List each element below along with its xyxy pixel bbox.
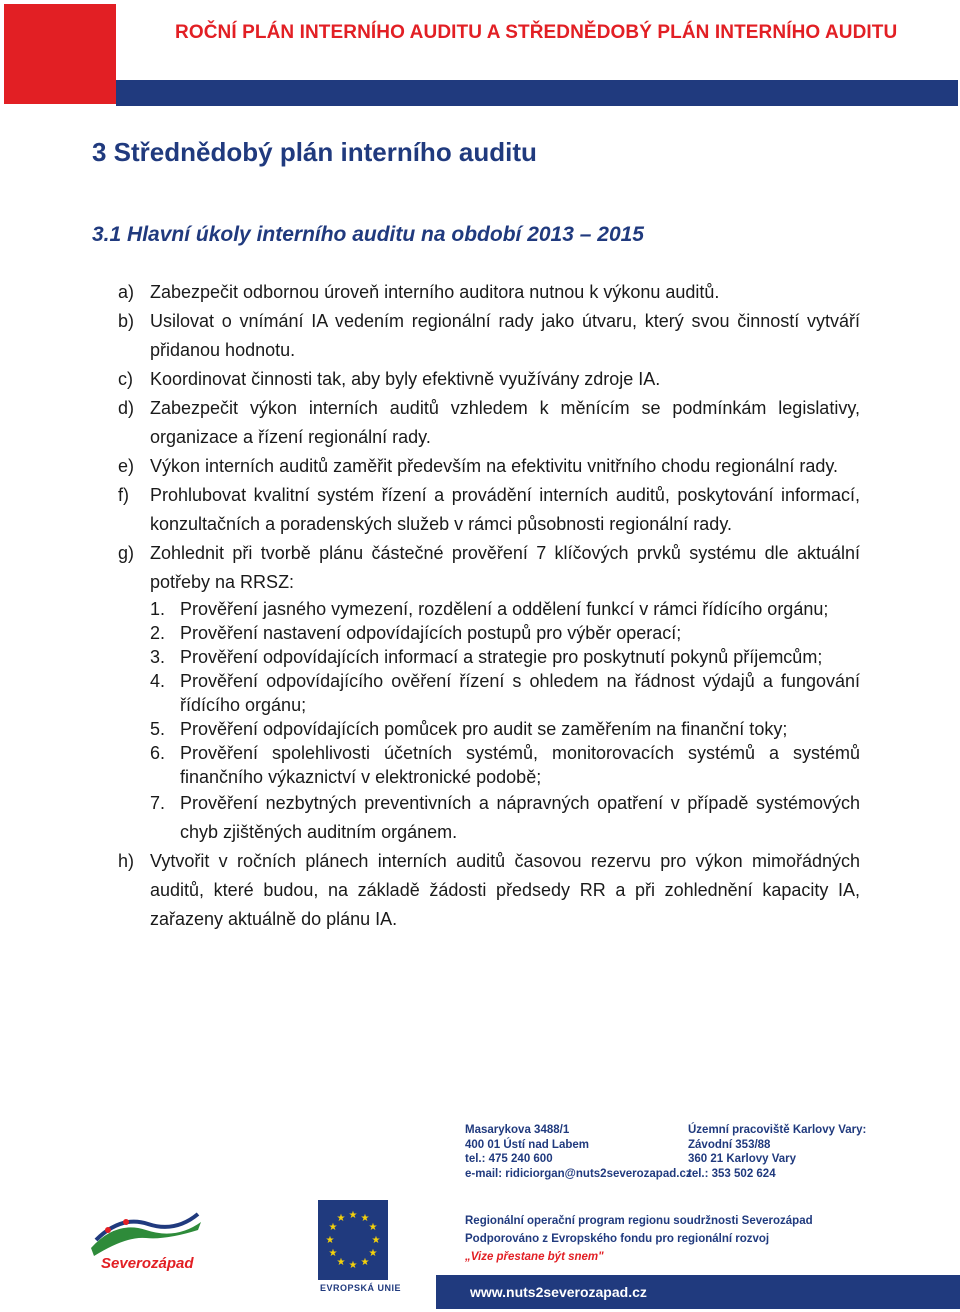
sublist-item [150, 645, 860, 669]
sublist-item [150, 789, 860, 847]
sublist-item-label: 2. [150, 623, 166, 643]
address-line: 400 01 Ústí nad Labem [465, 1138, 589, 1151]
sublist-item-text: Prověření odpovídajícího ověření řízení s ohledem na řádnost výdajů a fungování řídícího orgánu; [180, 671, 860, 715]
svg-text:★: ★ [328, 1248, 338, 1259]
sublist-item [150, 597, 860, 621]
address-line: tel.: 475 240 600 [465, 1153, 553, 1165]
sublist-item-label: 3. [150, 647, 166, 667]
header-title: ROČNÍ PLÁN INTERNÍHO AUDITU A STŘEDNĚDOBÝ PLÁN INTERNÍHO AUDITU [175, 22, 898, 43]
list-item [118, 278, 860, 307]
header-blue-bar [116, 80, 958, 106]
svg-text:★: ★ [348, 1210, 358, 1221]
sublist-item-text: Prověření spolehlivosti účetních systémů, monitorovacích systémů a systémů finančního výkaznictví v elektronické podobě; [180, 743, 860, 787]
list-item-label: e) [118, 456, 135, 476]
list-item [118, 365, 860, 394]
logo-text: Severozápad [101, 1255, 194, 1272]
sublist-item-label: 5. [150, 719, 166, 739]
eu-label: EVROPSKÁ UNIE [320, 1283, 402, 1293]
list-item [118, 847, 860, 934]
address-line: Územní pracoviště Karlovy Vary: [688, 1124, 867, 1136]
list-item-label: h) [118, 851, 135, 871]
list-item-label: c) [118, 369, 133, 389]
list-item [118, 539, 860, 597]
list-item-label: f) [118, 485, 129, 505]
section-subheading: 3.1 Hlavní úkoly interního auditu na období 2013 – 2015 [92, 223, 644, 246]
motto: „Vize přestane být snem" [465, 1251, 604, 1263]
fund-line: Regionální operační program regionu soudržnosti Severozápad [465, 1215, 813, 1227]
website-link[interactable]: www.nuts2severozapad.cz [470, 1284, 647, 1300]
address-main [465, 1123, 692, 1181]
svg-text:★: ★ [325, 1235, 335, 1246]
svg-text:★: ★ [336, 1213, 346, 1224]
list-item-label: d) [118, 398, 135, 418]
list-item [118, 307, 860, 365]
address-line: e-mail: ridiciorgan@nuts2severozapad.cz [465, 1167, 692, 1180]
list-item [118, 394, 860, 452]
sublist-item-label: 4. [150, 671, 166, 691]
svg-text:★: ★ [360, 1213, 370, 1224]
task-list [118, 278, 860, 934]
sublist-item-text: Prověření jasného vymezení, rozdělení a oddělení funkcí v rámci řídícího orgánu; [180, 599, 829, 619]
section-heading: 3 Střednědobý plán interního auditu [92, 137, 537, 167]
svg-text:★: ★ [348, 1260, 358, 1271]
footer [0, 1100, 960, 1312]
sublist-item-label: 7. [150, 793, 166, 813]
eu-flag-icon [318, 1200, 388, 1280]
list-item-label: b) [118, 311, 135, 331]
sublist-item-text: Prověření nastavení odpovídajících postupů pro výběr operací; [180, 623, 682, 643]
list-item-text: Vytvořit v ročních plánech interních auditů časovou rezervu pro výkon mimořádných auditů, které budou, na základě žádosti předsedy RR a při zohlednění kapacity IA, zařazeny aktuálně do plánu IA. [150, 851, 860, 929]
svg-text:★: ★ [328, 1222, 338, 1233]
list-item-text: Zohlednit při tvorbě plánu částečné prověření 7 klíčových prvků systému dle aktuální potřeby na RRSZ: [150, 543, 860, 592]
sublist-item-label: 1. [150, 599, 166, 619]
address-line: Závodní 353/88 [688, 1138, 771, 1151]
list-item-text: Zabezpečit výkon interních auditů vzhledem k měnícím se podmínkám legislativy, organizace a řízení regionální rady. [150, 398, 860, 447]
svg-text:★: ★ [336, 1257, 346, 1268]
sublist-item [150, 621, 860, 645]
address-branch [688, 1123, 866, 1181]
sublist-item [150, 669, 860, 717]
list-item-text: Koordinovat činnosti tak, aby byly efektivně využívány zdroje IA. [150, 369, 661, 389]
sublist-item-text: Prověření odpovídajících pomůcek pro audit se zaměřením na finanční toky; [180, 719, 788, 739]
address-line: tel.: 353 502 624 [688, 1167, 776, 1180]
sublist [150, 597, 860, 847]
list-item-text: Prohlubovat kvalitní systém řízení a provádění interních auditů, poskytování informací, konzultačních a poradenských služeb v rámci působnosti regionální rady. [150, 485, 860, 534]
sublist-item-text: Prověření nezbytných preventivních a nápravných opatření v případě systémových chyb zjištěných auditním orgánem. [180, 793, 860, 842]
svg-text:★: ★ [360, 1257, 370, 1268]
sublist-item [150, 741, 860, 789]
address-line: 360 21 Karlovy Vary [688, 1153, 797, 1165]
address-line: Masarykova 3488/1 [465, 1124, 570, 1136]
sublist-item-text: Prověření odpovídajících informací a strategie pro poskytnutí pokynů příjemcům; [180, 647, 823, 667]
svg-text:★: ★ [371, 1235, 381, 1246]
sublist-item [150, 717, 860, 741]
list-item [118, 481, 860, 539]
svg-text:★: ★ [368, 1248, 378, 1259]
fund-line: Podporováno z Evropského fondu pro regionální rozvoj [465, 1233, 770, 1245]
header-red-block [4, 4, 116, 104]
list-item-text: Zabezpečit odbornou úroveň interního auditora nutnou k výkonu auditů. [150, 282, 720, 302]
list-item-label: a) [118, 282, 135, 302]
sublist-item-label: 6. [150, 743, 166, 763]
svg-text:★: ★ [368, 1222, 378, 1233]
list-item [118, 452, 860, 481]
list-item-text: Usilovat o vnímání IA vedením regionální rady jako útvaru, který svou činností vytváří přidanou hodnotu. [150, 311, 860, 360]
fund-info [465, 1212, 813, 1266]
list-item-text: Výkon interních auditů zaměřit především na efektivitu vnitřního chodu regionální rady. [150, 456, 839, 476]
list-item-label: g) [118, 543, 135, 563]
